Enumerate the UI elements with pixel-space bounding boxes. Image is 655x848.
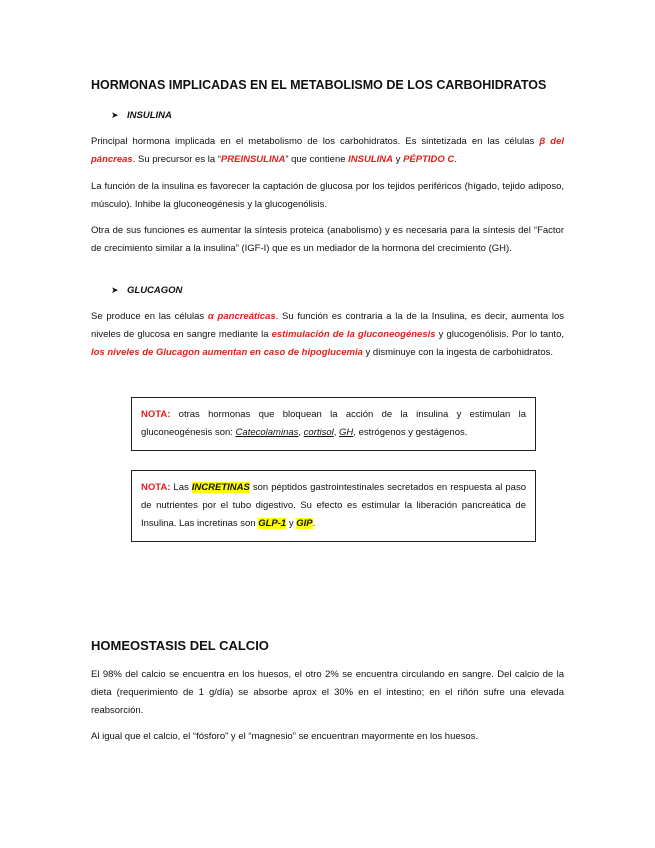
note-label: NOTA: (141, 482, 171, 493)
text: y (286, 518, 297, 529)
text: . (312, 518, 316, 529)
text: otras hormonas que bloquean la acción de la insulina y estimulan la gluconeogénesis son: (141, 409, 526, 438)
highlight-yellow: GIP (296, 518, 313, 529)
calcio-paragraph-2: Al igual que el calcio, el “fósforo” y el “magnesio” se encuentran mayormente en los huesos. (91, 731, 479, 742)
text: , (333, 427, 340, 438)
calcio-paragraph-1: El 98% del calcio se encuentra en los huesos, el otro 2% se encuentra circulando en sangre. Del calcio de la dieta (requerimiento de 1 g/día) se absorbe aprox el 30% en el intestino; en el riñón sufre una elevada reabsorción. (91, 669, 564, 716)
note-box-1 (131, 397, 536, 451)
highlight-red: β del páncreas (91, 136, 564, 165)
text: . Su precursor es la “ (132, 154, 221, 165)
underlined-term: GH (339, 427, 354, 438)
bullet-arrow-icon: ➤ (111, 285, 119, 295)
glucagon-paragraph (91, 308, 564, 362)
text: Principal hormona implicada en el metabolismo de los carbohidratos. Es sintetizada en las células (91, 136, 540, 147)
highlight-red: INSULINA (348, 154, 394, 165)
note-label: NOTA: (141, 409, 171, 420)
insulina-subheading (111, 110, 172, 121)
underlined-term: Catecolaminas (235, 427, 299, 438)
text: . Su función es contraria a la de la Insulina, es decir, aumenta los niveles de glucosa en sangre mediante la (91, 311, 564, 340)
text: Las (170, 482, 192, 493)
text: Se produce en las células (91, 311, 208, 322)
text: y disminuye con la ingesta de carbohidratos. (362, 347, 553, 358)
text: , (298, 427, 304, 438)
glucagon-subheading (111, 285, 182, 296)
note-box-2 (131, 470, 536, 542)
highlight-red: los niveles de Glucagon aumentan en caso de hipoglucemia (91, 347, 363, 358)
text: y (393, 154, 404, 165)
highlight-yellow: GLP-1 (258, 518, 287, 529)
underlined-term: cortisol (303, 427, 334, 438)
insulina-paragraph-2: La función de la insulina es favorecer la captación de glucosa por los tejidos periféricos (hígado, tejido adiposo, músculo). Inhibe la gluconeogénesis y la glucogenólisis. (91, 181, 564, 210)
highlight-red: PREINSULINA (220, 154, 286, 165)
glucagon-heading: GLUCAGON (127, 285, 183, 296)
page-title: HORMONAS IMPLICADAS EN EL METABOLISMO DE LOS CARBOHIDRATOS (91, 78, 547, 92)
insulina-paragraph-3: Otra de sus funciones es aumentar la síntesis proteica (anabolismo) y es necesaria para la síntesis del “Factor de crecimiento similar a la insulina” (IGF-I) que es un mediador de la hormona del crecimiento (GH). (91, 225, 564, 254)
text: y glucogenólisis. Por lo tanto, (435, 329, 564, 340)
text: . (454, 154, 457, 165)
insulina-paragraph-1 (91, 133, 564, 169)
text: , estrógenos y gestágenos. (353, 427, 468, 438)
highlight-red: PÉPTIDO C (403, 154, 455, 165)
text: ” que contiene (285, 154, 349, 165)
insulina-heading: INSULINA (127, 110, 172, 121)
text: son péptidos gastrointestinales secretados en respuesta al paso de nutrientes por el tubo digestivo. Su efecto es estimular la liberación pancreática de Insulina. Las incretinas son (141, 482, 526, 529)
highlight-red: α pancreáticas (207, 311, 276, 322)
highlight-yellow: INCRETINAS (191, 482, 250, 493)
highlight-red: estimulación de la gluconeogénesis (271, 329, 436, 340)
bullet-arrow-icon: ➤ (111, 110, 119, 120)
calcio-heading: HOMEOSTASIS DEL CALCIO (91, 638, 269, 653)
